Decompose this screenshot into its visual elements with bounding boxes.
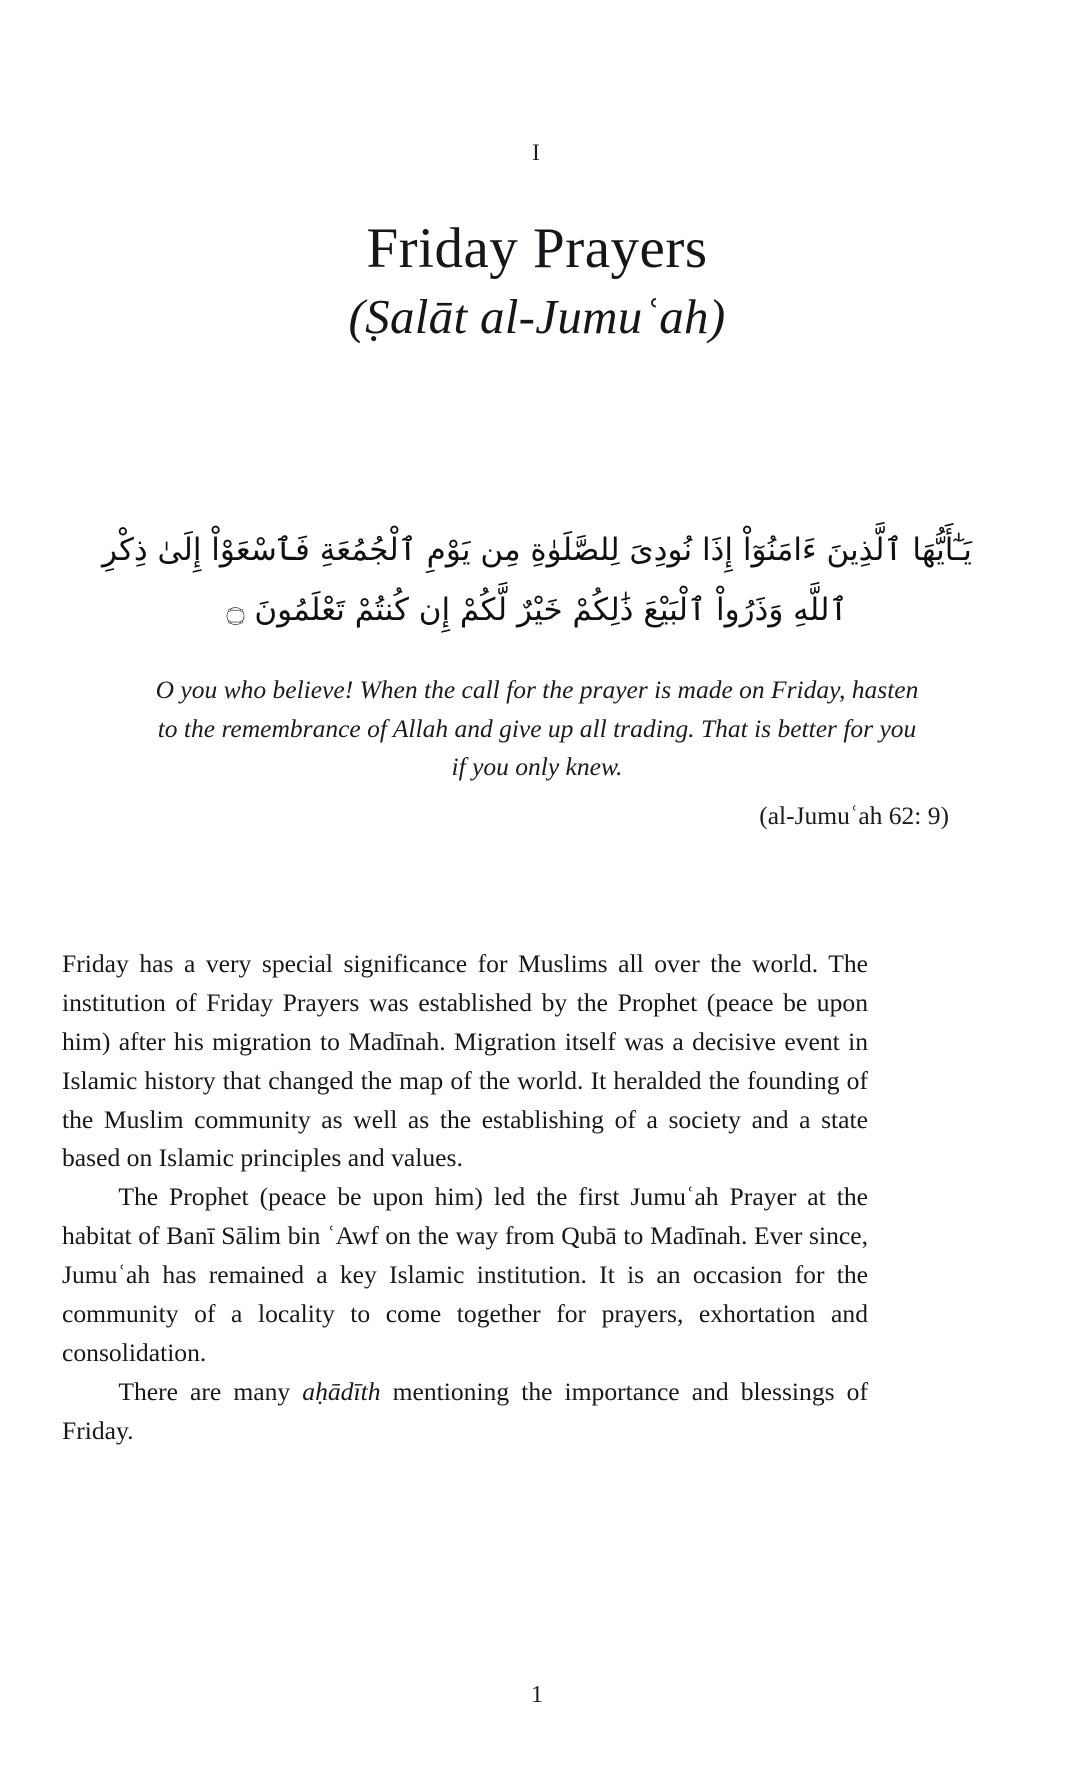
quran-quotation-block bbox=[0, 520, 1074, 831]
chapter-title-block bbox=[0, 218, 1074, 344]
chapter-number: I bbox=[532, 140, 542, 165]
page-subtitle: (Ṣalāt al-Jumuʿah) bbox=[348, 288, 726, 344]
paragraph-2: The Prophet (peace be upon him) led the first Jumuʿah Prayer at the habitat of Banī Sālim bin ʿAwf on the way from Qubā to Madīnah. Ever since, Jumuʿah has remained a key Islamic institution. It is an occasion for the community of a locality to come together for prayers, exhortation and consolidation. bbox=[62, 1182, 868, 1367]
body-text bbox=[62, 945, 868, 1451]
paragraph-3-text-before: There are many bbox=[118, 1376, 303, 1406]
paragraph-3 bbox=[62, 1373, 868, 1451]
quran-arabic-line-1: يَـٰٓأَيُّهَا ٱلَّذِينَ ءَامَنُوٓاْ إِذَا نُودِىَ لِلصَّلَوٰةِ مِن يَوْمِ ٱلْجُمُعَةِ فَٱسْعَوْاْ إِلَىٰ ذِكْرِ bbox=[102, 532, 972, 568]
paragraph-3-text-after: mentioning the importance and blessings of Friday. bbox=[62, 1376, 868, 1445]
page-title: Friday Prayers bbox=[366, 217, 708, 280]
quran-translation: O you who believe! When the call for the prayer is made on Friday, hasten to the remembrance of Allah and give up all trading. That is better for you if you only knew. bbox=[155, 674, 919, 782]
paragraph-1: Friday has a very special significance for Muslims all over the world. The institution of Friday Prayers was established by the Prophet (peace be upon him) after his migration to Madīnah. Migration itself was a decisive event in Islamic history that changed the map of the world. It heralded the founding of the Muslim community as well as the establishing of a society and a state based on Islamic principles and values. bbox=[62, 949, 868, 1173]
quran-arabic-line-2: ٱللَّهِ وَذَرُواْ ٱلْبَيْعَ ذَٰلِكُمْ خَيْرٌ لَّكُمْ إِن كُنتُمْ تَعْلَمُونَ ۝ bbox=[226, 592, 848, 629]
quran-citation: (al-Jumuʿah 62: 9) bbox=[759, 801, 949, 831]
paragraph-3-term-ahadith: aḥādīth bbox=[302, 1376, 381, 1406]
page-number: 1 bbox=[531, 1682, 543, 1708]
